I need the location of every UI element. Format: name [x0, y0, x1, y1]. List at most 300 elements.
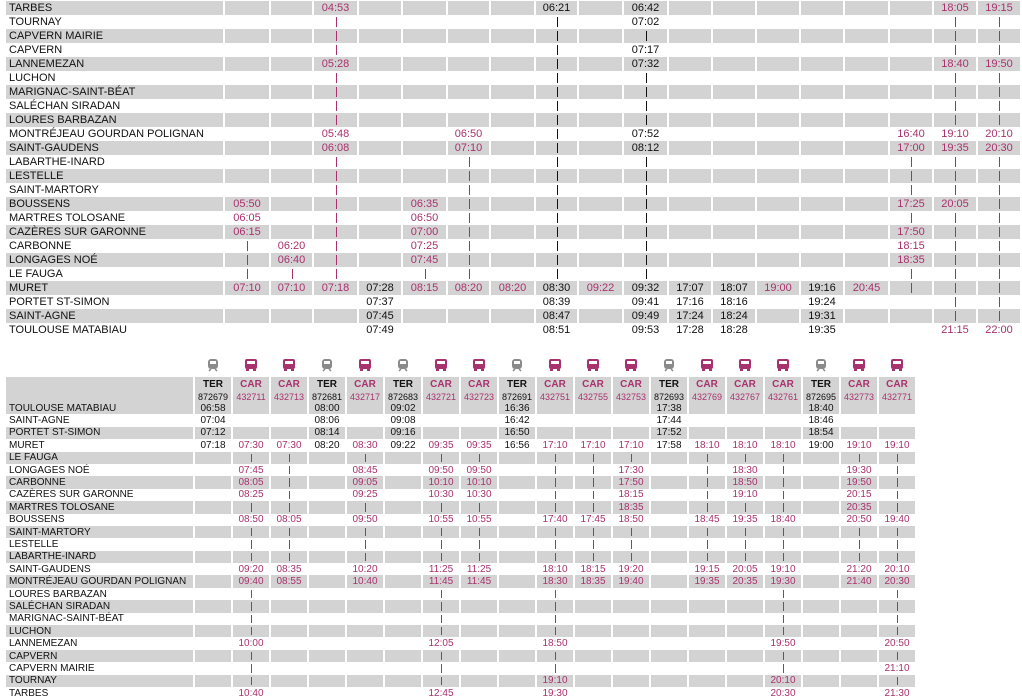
station-name: LE FAUGA — [6, 267, 224, 281]
pass-through-marker — [447, 211, 490, 225]
row-cazeres-sur-garonne — [6, 225, 1021, 239]
empty-cell — [358, 15, 402, 29]
empty-cell — [308, 489, 346, 501]
train-icon — [384, 353, 422, 377]
pass-through-marker — [764, 452, 802, 464]
empty-cell — [194, 575, 232, 587]
pass-through-marker — [574, 551, 612, 563]
station-name: PORTET ST-SIMON — [6, 427, 194, 439]
pass-through-marker — [535, 225, 578, 239]
pass-through-marker — [536, 452, 574, 464]
departure-time: 19:35 — [726, 514, 764, 526]
empty-cell — [650, 489, 688, 501]
pass-through-marker — [623, 71, 668, 85]
empty-cell — [668, 267, 712, 281]
departure-time: 18:10 — [536, 563, 574, 575]
empty-cell — [270, 675, 308, 687]
empty-cell — [224, 15, 270, 29]
departure-time: 06:50 — [402, 211, 447, 225]
train-icon — [650, 353, 688, 377]
empty-cell — [712, 127, 756, 141]
pass-through-marker — [270, 526, 308, 538]
pass-through-marker — [623, 85, 668, 99]
empty-cell — [498, 452, 536, 464]
departure-time: 08:51 — [535, 323, 578, 337]
empty-cell — [578, 99, 623, 113]
departure-time: 18:30 — [726, 464, 764, 476]
row-toulouse-matabiau — [6, 323, 1021, 337]
empty-cell — [800, 71, 844, 85]
empty-cell — [800, 197, 844, 211]
station-name: CARBONNE — [6, 239, 224, 253]
station-name: MARTRES TOLOSANE — [6, 501, 194, 513]
departure-time: 18:07 — [712, 281, 756, 295]
empty-cell — [270, 71, 313, 85]
empty-cell — [346, 625, 384, 637]
departure-time: 07:30 — [232, 439, 270, 451]
empty-cell — [668, 197, 712, 211]
departure-time: 09:20 — [232, 563, 270, 575]
empty-cell — [270, 43, 313, 57]
departure-time: 07:04 — [194, 414, 232, 426]
pass-through-marker — [313, 225, 358, 239]
pass-through-marker — [688, 452, 726, 464]
bus-icon — [422, 353, 460, 377]
empty-cell — [402, 1, 447, 15]
departure-time: 07:10 — [224, 281, 270, 295]
pass-through-marker — [977, 267, 1021, 281]
departure-time: 06:58 — [194, 402, 232, 414]
empty-cell — [840, 637, 878, 649]
empty-cell — [578, 225, 623, 239]
departure-time: 20:30 — [977, 141, 1021, 155]
empty-cell — [712, 99, 756, 113]
pass-through-marker — [270, 464, 308, 476]
service-number: 432711 — [232, 391, 270, 402]
departure-time: 08:15 — [402, 281, 447, 295]
empty-cell — [270, 309, 313, 323]
pass-through-marker — [460, 538, 498, 550]
station-name: SALÉCHAN SIRADAN — [6, 600, 194, 612]
empty-cell — [313, 295, 358, 309]
empty-cell — [384, 625, 422, 637]
empty-cell — [402, 29, 447, 43]
empty-cell — [308, 600, 346, 612]
empty-cell — [889, 295, 933, 309]
station-name: LESTELLE — [6, 538, 194, 550]
empty-cell — [844, 155, 889, 169]
pass-through-marker — [313, 155, 358, 169]
pass-through-marker — [878, 501, 916, 513]
empty-cell — [844, 1, 889, 15]
empty-cell — [490, 71, 535, 85]
empty-cell — [422, 427, 460, 439]
departure-time: 08:35 — [270, 563, 308, 575]
empty-cell — [224, 85, 270, 99]
station-name: CAPVERN — [6, 43, 224, 57]
empty-cell — [270, 141, 313, 155]
departure-time: 09:40 — [232, 575, 270, 587]
departure-time: 19:50 — [977, 57, 1021, 71]
mode-label: CAR — [460, 377, 498, 391]
empty-cell — [688, 675, 726, 687]
empty-cell — [224, 309, 270, 323]
pass-through-marker — [764, 489, 802, 501]
empty-cell — [460, 588, 498, 600]
mode-label: CAR — [270, 377, 308, 391]
empty-cell — [844, 29, 889, 43]
bus-icon — [574, 353, 612, 377]
empty-cell — [844, 71, 889, 85]
station-name: SAINT-GAUDENS — [6, 141, 224, 155]
pass-through-marker — [840, 538, 878, 550]
departure-time: 07:17 — [623, 43, 668, 57]
empty-cell — [270, 295, 313, 309]
departure-time: 19:15 — [688, 563, 726, 575]
departure-time: 06:05 — [224, 211, 270, 225]
empty-cell — [726, 625, 764, 637]
empty-cell — [447, 43, 490, 57]
timetable-to-toulouse — [6, 1, 1022, 337]
departure-time: 09:50 — [422, 464, 460, 476]
pass-through-marker — [232, 551, 270, 563]
empty-cell — [270, 687, 308, 699]
station-name: SAINT-GAUDENS — [6, 563, 194, 575]
row-lannemezan — [6, 57, 1021, 71]
pass-through-marker — [535, 85, 578, 99]
pass-through-marker — [232, 501, 270, 513]
empty-cell — [612, 600, 650, 612]
empty-cell — [756, 295, 800, 309]
pass-through-marker — [764, 650, 802, 662]
departure-time: 11:45 — [460, 575, 498, 587]
empty-cell — [270, 650, 308, 662]
mode-label: TER — [194, 377, 232, 391]
empty-cell — [490, 225, 535, 239]
empty-cell — [270, 613, 308, 625]
empty-cell — [490, 57, 535, 71]
empty-cell — [447, 29, 490, 43]
departure-time: 19:10 — [840, 439, 878, 451]
empty-cell — [764, 402, 802, 414]
empty-cell — [402, 127, 447, 141]
empty-cell — [578, 29, 623, 43]
departure-time: 18:16 — [712, 295, 756, 309]
departure-time: 17:28 — [668, 323, 712, 337]
empty-cell — [490, 141, 535, 155]
empty-cell — [800, 239, 844, 253]
train-icon — [194, 353, 232, 377]
empty-cell — [490, 183, 535, 197]
pass-through-marker — [933, 211, 977, 225]
station-name: LOURES BARBAZAN — [6, 588, 194, 600]
pass-through-marker — [764, 662, 802, 674]
mode-label: CAR — [232, 377, 270, 391]
empty-cell — [764, 427, 802, 439]
empty-cell — [447, 57, 490, 71]
pass-through-marker — [460, 452, 498, 464]
pass-through-marker — [764, 613, 802, 625]
empty-cell — [756, 155, 800, 169]
empty-cell — [384, 588, 422, 600]
empty-cell — [756, 57, 800, 71]
station-name: CAZÈRES SUR GARONNE — [6, 489, 194, 501]
departure-time: 10:10 — [460, 476, 498, 488]
departure-time: 17:58 — [650, 439, 688, 451]
empty-cell — [447, 15, 490, 29]
empty-cell — [712, 169, 756, 183]
empty-cell — [844, 253, 889, 267]
empty-cell — [802, 476, 840, 488]
pass-through-marker — [422, 526, 460, 538]
pass-through-marker — [977, 239, 1021, 253]
departure-time: 06:42 — [623, 1, 668, 15]
departure-time: 10:10 — [422, 476, 460, 488]
departure-time: 08:05 — [232, 476, 270, 488]
empty-cell — [800, 57, 844, 71]
row-luchon — [6, 71, 1021, 85]
empty-cell — [650, 551, 688, 563]
empty-cell — [224, 57, 270, 71]
empty-cell — [712, 57, 756, 71]
departure-time: 08:00 — [308, 402, 346, 414]
departure-time: 17:45 — [574, 514, 612, 526]
service-number: 432751 — [536, 391, 574, 402]
station-name: BOUSSENS — [6, 514, 194, 526]
station-name: LANNEMEZAN — [6, 57, 224, 71]
empty-cell — [688, 637, 726, 649]
empty-cell — [447, 295, 490, 309]
station-name: MONTRÉJEAU GOURDAN POLIGNAN — [6, 127, 224, 141]
empty-cell — [224, 43, 270, 57]
empty-cell — [490, 127, 535, 141]
pass-through-marker — [536, 662, 574, 674]
departure-time: 07:10 — [447, 141, 490, 155]
empty-cell — [270, 402, 308, 414]
empty-cell — [712, 15, 756, 29]
row-loures-barbazan — [6, 588, 916, 600]
empty-cell — [756, 127, 800, 141]
service-number: 432771 — [878, 391, 916, 402]
pass-through-marker — [270, 452, 308, 464]
empty-cell — [712, 155, 756, 169]
empty-cell — [490, 267, 535, 281]
empty-cell — [384, 613, 422, 625]
empty-cell — [308, 650, 346, 662]
empty-cell — [346, 613, 384, 625]
empty-cell — [802, 538, 840, 550]
empty-cell — [384, 563, 422, 575]
service-number: 432769 — [688, 391, 726, 402]
departure-time: 16:50 — [498, 427, 536, 439]
departure-time: 19:30 — [536, 687, 574, 699]
departure-time: 07:18 — [313, 281, 358, 295]
departure-time: 20:10 — [764, 675, 802, 687]
mode-label: TER — [384, 377, 422, 391]
pass-through-marker — [536, 501, 574, 513]
pass-through-marker — [764, 600, 802, 612]
pass-through-marker — [574, 476, 612, 488]
pass-through-marker — [447, 183, 490, 197]
pass-through-marker — [313, 99, 358, 113]
empty-cell — [844, 57, 889, 71]
station-name: TOULOUSE MATABIAU — [6, 402, 194, 414]
pass-through-marker — [977, 71, 1021, 85]
empty-cell — [800, 155, 844, 169]
departure-time: 19:35 — [933, 141, 977, 155]
empty-cell — [726, 613, 764, 625]
pass-through-marker — [977, 99, 1021, 113]
empty-cell — [712, 43, 756, 57]
empty-cell — [358, 141, 402, 155]
pass-through-marker — [422, 613, 460, 625]
pass-through-marker — [933, 155, 977, 169]
empty-cell — [612, 613, 650, 625]
departure-time: 21:30 — [878, 687, 916, 699]
pass-through-marker — [933, 85, 977, 99]
empty-cell — [346, 402, 384, 414]
empty-cell — [194, 600, 232, 612]
empty-cell — [878, 414, 916, 426]
empty-cell — [270, 1, 313, 15]
service-number: 872681 — [308, 391, 346, 402]
departure-time: 17:50 — [612, 476, 650, 488]
pass-through-marker — [977, 253, 1021, 267]
pass-through-marker — [933, 43, 977, 57]
empty-cell — [889, 29, 933, 43]
empty-cell — [668, 99, 712, 113]
pass-through-marker — [346, 538, 384, 550]
pass-through-marker — [535, 141, 578, 155]
row-tarbes — [6, 1, 1021, 15]
empty-cell — [800, 113, 844, 127]
departure-time: 18:40 — [802, 402, 840, 414]
pass-through-marker — [764, 588, 802, 600]
mode-label-row — [6, 377, 916, 391]
empty-cell — [308, 563, 346, 575]
departure-time: 07:45 — [402, 253, 447, 267]
empty-cell — [308, 588, 346, 600]
empty-cell — [800, 15, 844, 29]
empty-cell — [612, 675, 650, 687]
empty-cell — [498, 514, 536, 526]
empty-cell — [490, 85, 535, 99]
pass-through-marker — [977, 15, 1021, 29]
pass-through-marker — [346, 452, 384, 464]
empty-cell — [712, 141, 756, 155]
empty-cell — [194, 687, 232, 699]
mode-label: CAR — [536, 377, 574, 391]
pass-through-marker — [535, 71, 578, 85]
pass-through-marker — [447, 225, 490, 239]
empty-cell — [844, 99, 889, 113]
row-le-fauga — [6, 452, 916, 464]
service-number: 872679 — [194, 391, 232, 402]
empty-cell — [802, 575, 840, 587]
pass-through-marker — [623, 113, 668, 127]
empty-cell — [224, 71, 270, 85]
empty-cell — [460, 600, 498, 612]
empty-cell — [578, 71, 623, 85]
pass-through-marker — [977, 43, 1021, 57]
empty-cell — [612, 402, 650, 414]
pass-through-marker — [889, 169, 933, 183]
bus-icon — [688, 353, 726, 377]
departure-time: 19:10 — [878, 439, 916, 451]
empty-cell — [726, 662, 764, 674]
empty-cell — [688, 687, 726, 699]
empty-cell — [756, 71, 800, 85]
departure-time: 09:50 — [346, 514, 384, 526]
pass-through-marker — [977, 29, 1021, 43]
pass-through-marker — [933, 225, 977, 239]
pass-through-marker — [764, 526, 802, 538]
station-name: CAZÈRES SUR GARONNE — [6, 225, 224, 239]
empty-cell — [578, 211, 623, 225]
mode-label: CAR — [726, 377, 764, 391]
empty-cell — [726, 402, 764, 414]
departure-time: 18:35 — [889, 253, 933, 267]
empty-cell — [384, 464, 422, 476]
pass-through-marker — [346, 501, 384, 513]
departure-time: 09:05 — [346, 476, 384, 488]
pass-through-marker — [612, 551, 650, 563]
empty-cell — [490, 99, 535, 113]
pass-through-marker — [270, 538, 308, 550]
pass-through-marker — [232, 650, 270, 662]
service-number-row — [6, 391, 916, 402]
departure-time: 19:16 — [800, 281, 844, 295]
departure-time: 17:10 — [536, 439, 574, 451]
departure-time: 07:52 — [623, 127, 668, 141]
pass-through-marker — [270, 501, 308, 513]
departure-time: 08:12 — [623, 141, 668, 155]
departure-time: 10:20 — [346, 563, 384, 575]
row-montrejeau-gourdan-polignan — [6, 575, 916, 587]
empty-cell — [650, 501, 688, 513]
departure-time: 10:00 — [232, 637, 270, 649]
pass-through-marker — [688, 501, 726, 513]
row-capvern-mairie — [6, 662, 916, 674]
pass-through-marker — [623, 239, 668, 253]
pass-through-marker — [878, 625, 916, 637]
empty-cell — [224, 155, 270, 169]
departure-time: 18:15 — [612, 489, 650, 501]
pass-through-marker — [422, 452, 460, 464]
empty-cell — [574, 687, 612, 699]
empty-cell — [712, 183, 756, 197]
empty-cell — [688, 427, 726, 439]
empty-cell — [578, 323, 623, 337]
empty-cell — [490, 155, 535, 169]
empty-cell — [578, 85, 623, 99]
empty-cell — [194, 538, 232, 550]
empty-cell — [889, 85, 933, 99]
mode-label: CAR — [422, 377, 460, 391]
departure-time: 20:15 — [840, 489, 878, 501]
row-capvern — [6, 650, 916, 662]
empty-cell — [756, 113, 800, 127]
empty-cell — [668, 239, 712, 253]
departure-time: 07:12 — [194, 427, 232, 439]
empty-cell — [460, 662, 498, 674]
empty-cell — [358, 85, 402, 99]
empty-cell — [612, 427, 650, 439]
empty-cell — [224, 99, 270, 113]
pass-through-marker — [878, 538, 916, 550]
pass-through-marker — [536, 526, 574, 538]
empty-cell — [194, 675, 232, 687]
